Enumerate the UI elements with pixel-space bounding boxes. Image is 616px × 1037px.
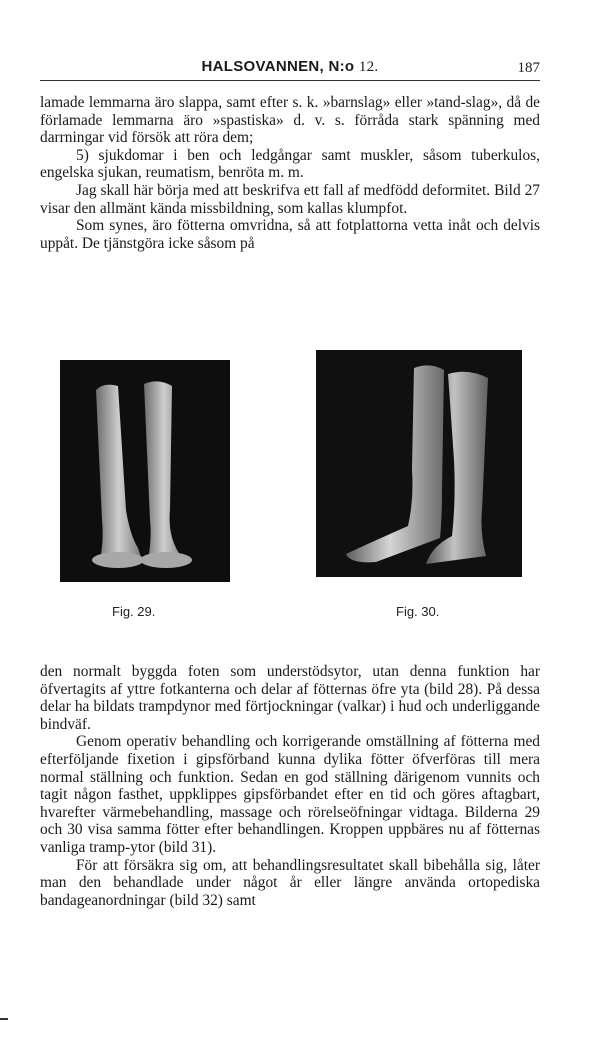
page-number: 187 xyxy=(517,60,540,76)
header-rule xyxy=(40,80,540,81)
body-text-bottom xyxy=(40,663,540,909)
paragraph: den normalt byggda foten som understödsytor, utan denna funktion har öfvertagits af yttre fotkanterna och delar af fötternas öfre yta (bild 28). På dessa delar ha bildats trampdynor med förtjockningar (valkar) i hud och underliggande bindväf. xyxy=(40,663,540,733)
scan-mark xyxy=(0,1018,8,1020)
legs-side-photo xyxy=(316,350,522,577)
figure-30 xyxy=(316,350,522,630)
figure-29 xyxy=(60,360,230,630)
figure-29-caption: Fig. 29. xyxy=(112,604,156,619)
legs-front-photo xyxy=(60,360,230,582)
body-text-top xyxy=(40,94,540,252)
paragraph: Jag skall här börja med att beskrifva ett fall af medfödd deformitet. Bild 27 visar den allmänt kända missbildning, som kallas klumpfot. xyxy=(40,181,540,217)
paragraph: För att försäkra sig om, att behandlingsresultatet skall bibehålla sig, låter man den behandlade under något år eller längre använda ortopediska bandageanordningar (bild 32) samt xyxy=(40,856,540,909)
paragraph: 5) sjukdomar i ben och ledgångar samt muskler, såsom tuberkulos, engelska sjukan, reumatism, benröta m. m. xyxy=(40,146,540,182)
figure-30-photo xyxy=(316,350,522,577)
paragraph: Genom operativ behandling och korrigerande omställning af fötterna med efterföljande fixetion i gipsförband kunna dylika fötter öfverföras till mera normal ställning och funktion. Sedan en god ställning därigenom vunnits och tagit någon fasthet, uppklippes gipsförbandet efter en tid och göres aftagbart, hvarefter värmebehandling, massage och rörelseöfningar vidtaga. Bilderna 29 och 30 visa samma fötter efter behandlingen. Kroppen uppbäres nu af fötternas vanliga tramp-ytor (bild 31). xyxy=(40,733,540,856)
paragraph: Som synes, äro fötterna omvridna, så att fotplattorna vetta inåt och delvis uppåt. De tjänstgöra icke såsom på xyxy=(40,217,540,252)
figure-30-caption: Fig. 30. xyxy=(396,604,440,619)
issue-number: 12. xyxy=(358,59,379,75)
running-title xyxy=(40,58,540,76)
journal-title: HALSOVANNEN, N:o xyxy=(201,58,355,75)
paragraph: lamade lemmarna äro slappa, samt efter s. k. »barnslag» eller »tand-slag», då de förlamade lemmarna äro »spastiska» d. v. s. förråda stark spänning med darrningar vid försök att röra dem; xyxy=(40,94,540,147)
figure-29-photo xyxy=(60,360,230,582)
page-header xyxy=(40,56,540,80)
